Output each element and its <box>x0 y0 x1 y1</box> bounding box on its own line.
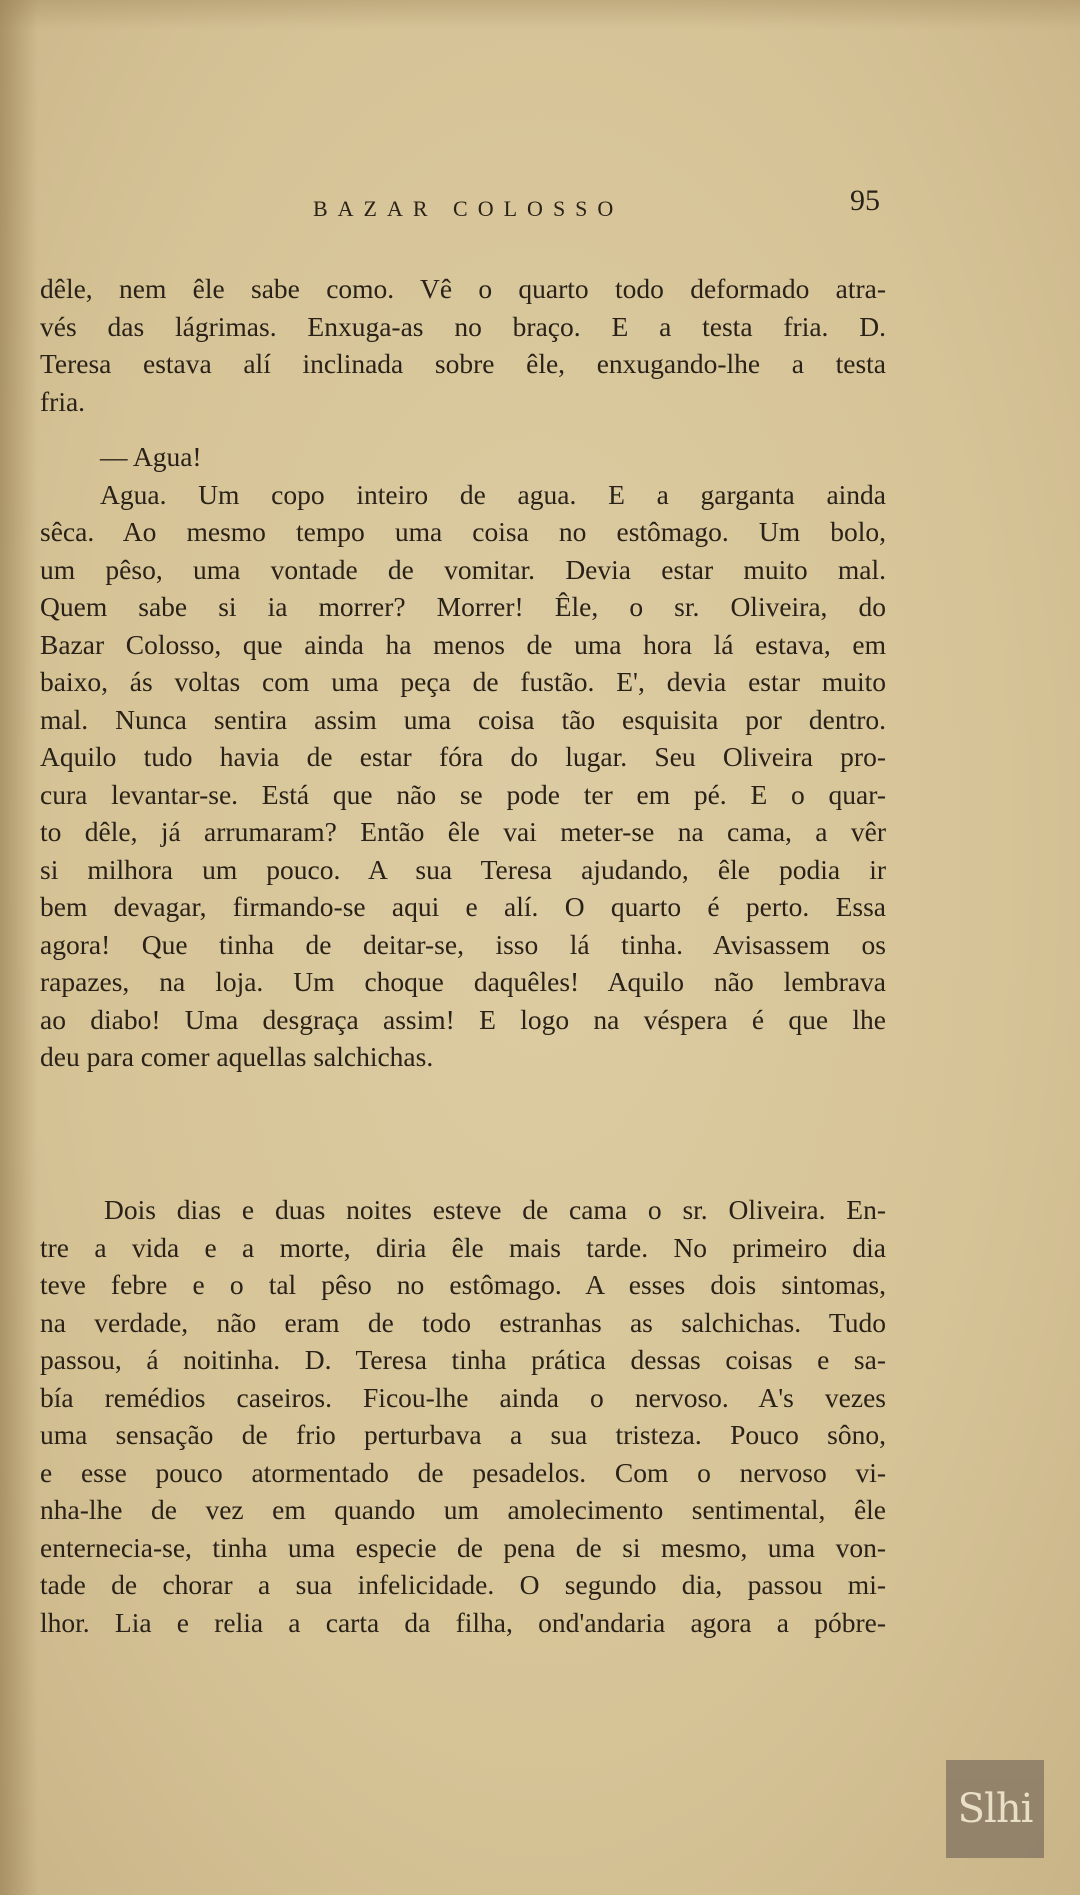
text-line: Aquilo tudo havia de estar fóra do lugar. Seu Oliveira pro- <box>40 741 886 772</box>
text-line: rapazes, na loja. Um choque daquêles! Aquilo não lembrava <box>40 966 886 997</box>
page-top-shadow <box>0 0 1080 30</box>
text-line: nha-lhe de vez em quando um amolecimento sentimental, êle <box>40 1494 886 1525</box>
text-line: bem devagar, firmando-se aqui e alí. O quarto é perto. Essa <box>40 891 886 922</box>
text-line: dêle, nem êle sabe como. Vê o quarto todo deformado atra- <box>40 273 886 304</box>
text-line: ao diabo! Uma desgraça assim! E logo na véspera é que lhe <box>40 1003 886 1035</box>
paragraph-1 <box>40 270 886 420</box>
text-line: na verdade, não eram de todo estranhas as salchichas. Tudo <box>40 1306 886 1338</box>
text-line: lhor. Lia e relia a carta da filha, ond'andaria agora a póbre- <box>40 1606 886 1638</box>
text-line: bía remédios caseiros. Ficou-lhe ainda o nervoso. A's vezes <box>40 1381 886 1413</box>
library-watermark-logo: Slhi <box>946 1760 1044 1858</box>
text-line: Quem sabe si ia morrer? Morrer! Êle, o sr. Oliveira, do <box>40 591 886 622</box>
text-line: Bazar Colosso, que ainda ha menos de uma hora lá estava, em <box>40 628 886 660</box>
text-line: passou, á noitinha. D. Teresa tinha prática dessas coisas e sa- <box>40 1344 886 1375</box>
text-line: Agua. Um copo inteiro de agua. E a garganta ainda <box>100 478 886 510</box>
text-line: e esse pouco atormentado de pesadelos. Com o nervoso vi- <box>40 1456 886 1488</box>
text-line: teve febre e o tal pêso no estômago. A esses dois sintomas, <box>40 1269 886 1300</box>
running-title: BAZAR COLOSSO <box>313 196 624 221</box>
text-line: agora! Que tinha de deitar-se, isso lá tinha. Avisassem os <box>40 928 886 960</box>
text-line: to dêle, já arrumaram? Então êle vai meter-se na cama, a vêr <box>40 816 886 847</box>
text-line: tade de chorar a sua infelicidade. O segundo dia, passou mi- <box>40 1569 886 1600</box>
text-line: — Agua! <box>100 441 202 472</box>
text-line: deu para comer aquellas salchichas. <box>40 1041 434 1072</box>
paragraph-3 <box>40 1191 886 1641</box>
paragraph-2 <box>40 438 886 1076</box>
text-line: sêca. Ao mesmo tempo uma coisa no estômago. Um bolo, <box>40 516 886 547</box>
text-line: fria. <box>40 385 86 417</box>
text-line: enternecia-se, tinha uma especie de pena de si mesmo, uma von- <box>40 1531 886 1563</box>
text-line: uma sensação de frio perturbava a sua tristeza. Pouco sôno, <box>40 1419 886 1450</box>
text-line: Dois dias e duas noites esteve de cama o sr. Oliveira. En- <box>104 1194 886 1225</box>
page-number: 95 <box>850 184 880 217</box>
text-line: Teresa estava alí inclinada sobre êle, enxugando-lhe a testa <box>40 348 886 379</box>
text-line: um pêso, uma vontade de vomitar. Devia estar muito mal. <box>40 553 886 585</box>
text-line: tre a vida e a morte, diria êle mais tarde. No primeiro dia <box>40 1231 886 1263</box>
text-line: mal. Nunca sentira assim uma coisa tão esquisita por dentro. <box>40 703 886 735</box>
text-line: vés das lágrimas. Enxuga-as no braço. E a testa fria. D. <box>40 310 886 342</box>
page-edge-shadow <box>0 0 38 1895</box>
text-line: baixo, ás voltas com uma peça de fustão. E', devia estar muito <box>40 666 886 697</box>
text-line: cura levantar-se. Está que não se pode ter em pé. E o quar- <box>40 778 886 810</box>
text-line: si milhora um pouco. A sua Teresa ajudando, êle podia ir <box>40 853 886 885</box>
